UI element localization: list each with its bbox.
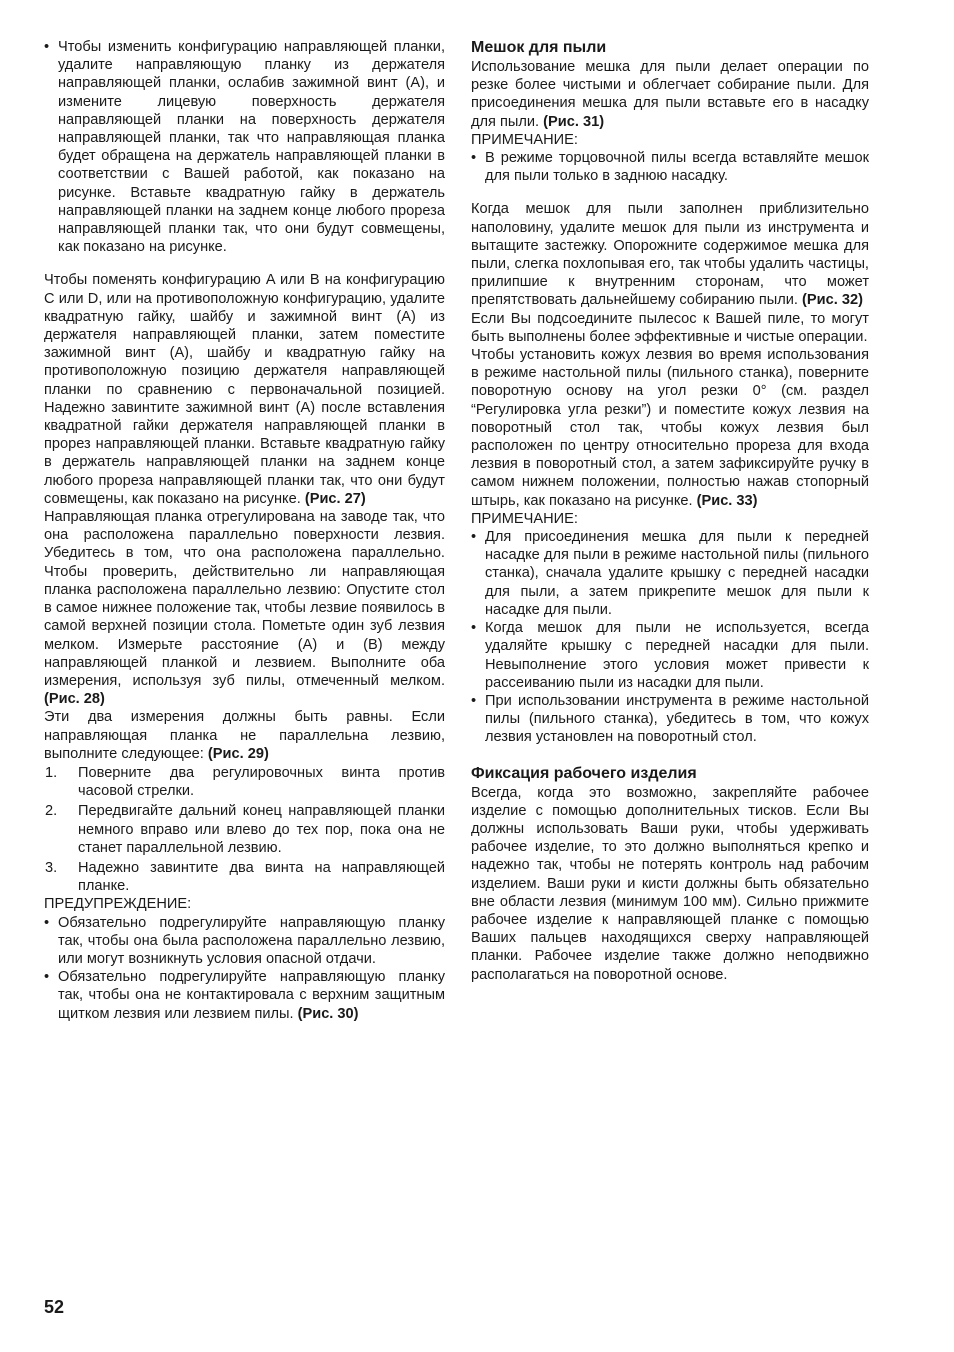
bullet-mark: •	[471, 529, 477, 546]
step-number: 3.	[45, 859, 58, 876]
figure-reference: (Рис. 29)	[207, 745, 269, 762]
bullet-mark: •	[44, 969, 50, 986]
note-text: Для присоединения мешка для пыли к передней насадке для пыли в режиме настольной пилы (пильного станка), сначала удалите крышку с передней насадки для пыли, а затем прикрепите мешок для пыли к насадке для пыли.	[485, 529, 869, 618]
paragraph	[471, 346, 869, 510]
bullet-mark: •	[44, 914, 50, 931]
section-heading-workpiece: Фиксация рабочего изделия	[471, 764, 697, 782]
paragraph	[471, 200, 869, 309]
warning-item	[44, 968, 445, 1023]
note-item	[471, 692, 869, 747]
note-text: В режиме торцовочной пилы всегда вставляйте мешок для пыли только в заднюю насадку.	[485, 150, 869, 185]
paragraph-text: Чтобы установить кожух лезвия во время использования в режиме настольной пилы (пильного станка), поверните поворотную основу на угол резки 0° (см. раздел “Регулировка угла резки”) и поместите кожух лезвия на поворотный стол так, чтобы кожух лезвия был расположен по центру относительно прореза для входа лезвия в поворотный стол, а затем зафиксируйте ручку в самом нижнем положении, полностью нажав стопорный штырь, как показано на рисунке.	[471, 347, 869, 509]
numbered-step	[44, 764, 445, 800]
warning-item	[44, 914, 445, 969]
paragraph-text: Эти два измерения должны быть равны. Если направляющая планка не параллельна лезвию, выполните следующее:	[44, 709, 445, 762]
figure-reference: (Рис. 31)	[543, 113, 605, 130]
numbered-step	[44, 802, 445, 857]
bullet-item	[44, 38, 445, 256]
left-column	[44, 38, 445, 1023]
note-text: При использовании инструмента в режиме настольной пилы (пильного станка), убедитесь в том, что кожух лезвия установлен на поворотный стол.	[485, 692, 869, 746]
warning-text: Обязательно подрегулируйте направляющую планку так, чтобы она не контактировала с верхним защитным щитком лезвия или лезвием пилы.	[58, 969, 445, 1022]
page-number: 52	[44, 1297, 65, 1317]
step-number: 2.	[45, 803, 58, 820]
bullet-mark: •	[471, 150, 477, 167]
figure-reference: (Рис. 32)	[802, 292, 863, 309]
warning-label: ПРЕДУПРЕЖДЕНИЕ:	[44, 896, 192, 913]
paragraph	[44, 271, 445, 508]
warning-text: Обязательно подрегулируйте направляющую планку так, чтобы она была расположена параллельно лезвию, или могут возникнуть условия опасной отдачи.	[58, 914, 445, 967]
note-label: ПРИМЕЧАНИЕ:	[471, 510, 578, 527]
paragraph	[471, 58, 869, 131]
section-heading-dust-bag: Мешок для пыли	[471, 39, 607, 56]
paragraph-text: Чтобы поменять конфигурацию A или B на конфигурацию C или D, или на противоположную конфигурацию, удалите квадратную гайку, шайбу и зажимной винт (A) из держателя направляющей планки, затем поместите зажимной винт (A), шайбу и квадратную гайку на противоположную позицию держателя направляющей планки по сравнению с первоначальной позицией. Надежно завинтите зажимной винт (A) после вставления квадратной гайки держателя направляющей планки в прорез направляющей планки. Вставьте квадратную гайку в держатель направляющей планки на заднем конце любого прореза направляющей планки так, что они будут совмещены, как показано на рисунке.	[44, 272, 445, 507]
step-text: Поверните два регулировочных винта против часовой стрелки.	[78, 764, 445, 800]
fence-config-text: Чтобы изменить конфигурацию направляющей планки, удалите направляющую планку из держателя направляющей планки, ослабив зажимной винт (A), и измените лицевую поверхность держателя направляющей планки на поверхность держателя направляющей планки, так что направляющая планка будет обращена на держатель направляющей планки в соответствии с Вашей работой, как показано на рисунке. Вставьте квадратную гайку в держатель направляющей планки на заднем конце любого прореза направляющей планки так, что они будут совмещены, как показано на рисунке.	[58, 39, 445, 256]
figure-reference: (Рис. 28)	[44, 691, 105, 708]
paragraph	[44, 708, 445, 763]
figure-reference: (Рис. 33)	[696, 492, 758, 509]
step-number: 1.	[45, 764, 58, 781]
paragraph: Если Вы подсоедините пылесос к Вашей пиле, то могут быть выполнены более эффективные и чистые операции.	[471, 310, 869, 345]
note-text: Когда мешок для пыли не используется, всегда удаляйте крышку с передней насадки для пыли. Невыполнение этого условия может привести к рассеиванию пыли из насадки для пыли.	[485, 620, 869, 691]
note-item	[471, 528, 869, 619]
paragraph-text: Использование мешка для пыли делает операции по резке более чистыми и облегчает собирание пыли. Для присоединения мешка для пыли вставьте его в насадку для пыли.	[471, 59, 869, 130]
step-text: Передвигайте дальний конец направляющей планки немного вправо или влево до тех пор, пока она не станет параллельной лезвию.	[78, 803, 445, 856]
bullet-mark: •	[44, 39, 50, 55]
figure-reference: (Рис. 27)	[304, 490, 366, 507]
paragraph-text: Когда мешок для пыли заполнен приблизительно наполовину, удалите мешок для пыли из инструмента и вытащите застежку. Опорожните содержимое мешка для пыли, слегка похлопывая его, так чтобы удалить частицы, прилипшие к внутренним сторонам, что может препятствовать дальнейшему собиранию пыли.	[471, 201, 869, 309]
numbered-step	[44, 859, 445, 895]
paragraph	[44, 508, 445, 708]
note-item	[471, 619, 869, 692]
paragraph-text: Направляющая планка отрегулирована на заводе так, что она расположена параллельно поверхности лезвия. Убедитесь в том, что она расположена параллельно. Чтобы проверить, действительно ли направляющая планка расположена параллельно лезвию: Опустите стол в самое нижнее положение так, чтобы лезвие появилось в самой верхней позиции стола. Пометьте один зуб лезвия мелком. Измерьте расстояние (A) и (B) между направляющей планкой и лезвием. Выполните оба измерения, используя зуб пилы, отмеченный мелком.	[44, 509, 445, 689]
bullet-mark: •	[471, 620, 477, 637]
note-label: ПРИМЕЧАНИЕ:	[471, 131, 578, 148]
bullet-mark: •	[471, 692, 477, 709]
right-column	[471, 38, 869, 984]
note-item	[471, 149, 869, 185]
paragraph: Всегда, когда это возможно, закрепляйте рабочее изделие с помощью дополнительных тисков. Если Вы должны использовать Ваши руки, чтобы удерживать рабочее изделие, то это должно выполняться крепко и надежно так, чтобы не потерять контроль над рабочим изделием. Ваши руки и кисти должны быть обязательно вне области лезвия (минимум 100 мм). Сильно прижмите рабочее изделие к направляющей планке с помощью Ваших пальцев находящихся сверху направляющей планки. Рабочее изделие также должно неподвижно располагаться на поворотной основе.	[471, 784, 869, 983]
step-text: Надежно завинтите два винта на направляющей планке.	[78, 859, 445, 895]
figure-reference: (Рис. 30)	[297, 1005, 359, 1022]
